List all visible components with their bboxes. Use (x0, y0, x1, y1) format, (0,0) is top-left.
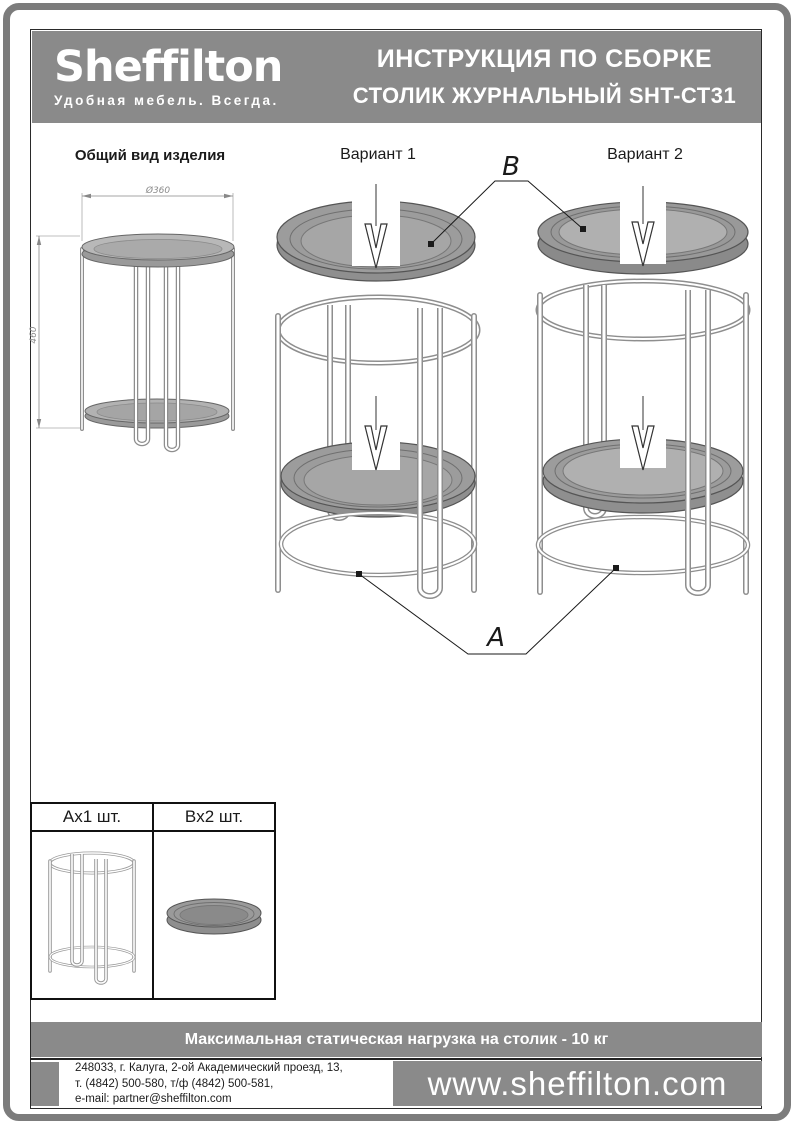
part-a-quantity: Ax1 шт. (32, 804, 152, 832)
part-a-callout (356, 565, 619, 654)
insert-arrow (620, 184, 666, 266)
table-side-view (82, 234, 234, 450)
frame-part-drawing (34, 839, 150, 991)
diameter-dimension-text: Ø360 (145, 186, 171, 196)
part-a-label: A (487, 623, 505, 653)
brand-logo (32, 42, 334, 108)
part-a-image (32, 832, 152, 998)
max-load-banner (31, 1022, 762, 1057)
leader-marker (580, 226, 586, 232)
insert-arrow (352, 182, 400, 268)
website-banner (393, 1061, 762, 1106)
website-text: www.sheffilton.com (427, 1064, 728, 1102)
tray-part-drawing (159, 880, 269, 950)
assembly-variants-drawing (268, 140, 762, 706)
insert-arrow (352, 394, 400, 470)
variant1-label: Вариант 1 (340, 146, 416, 163)
parts-column-b (152, 804, 274, 998)
address-line2: т. (4842) 500-580, т/ф (4842) 500-581, (75, 1077, 274, 1090)
part-b-label: B (502, 152, 520, 182)
height-dimension-text: 460 (29, 326, 39, 344)
max-load-text: Максимальная статическая нагрузка на столик - 10 кг (184, 1030, 609, 1048)
general-view-label: Общий вид изделия (74, 147, 226, 164)
height-dimension (29, 236, 80, 428)
brand-tagline: Удобная мебель. Всегда. (54, 93, 279, 108)
parts-column-a (32, 804, 152, 998)
insert-arrow (620, 394, 666, 470)
variant1-drawing (277, 182, 478, 596)
leader-marker (613, 565, 619, 571)
footer-accent-square (31, 1062, 59, 1106)
title-line1: ИНСТРУКЦИЯ ПО СБОРКЕ (376, 45, 713, 73)
footer-address (75, 1061, 343, 1108)
leader-marker (428, 241, 434, 247)
general-view-drawing (30, 183, 260, 468)
header-band (32, 31, 761, 123)
leader-marker (356, 571, 362, 577)
diameter-dimension (82, 185, 233, 241)
parts-table (30, 802, 276, 1000)
part-b-quantity: Bx2 шт. (154, 804, 274, 832)
footer-separator-line (30, 1058, 762, 1060)
variant2-label: Вариант 2 (607, 146, 683, 163)
document-title (334, 45, 761, 109)
variant2-drawing (538, 184, 748, 593)
brand-name: Sheffilton (54, 42, 283, 92)
address-line3: e-mail: partner@sheffilton.com (75, 1093, 232, 1105)
address-line1: 248033, г. Калуга, 2-ой Академический проезд, 13, (75, 1062, 343, 1074)
title-line2: СТОЛИК ЖУРНАЛЬНЫЙ SHT-СТ31 (352, 83, 737, 108)
part-b-image (154, 832, 274, 998)
